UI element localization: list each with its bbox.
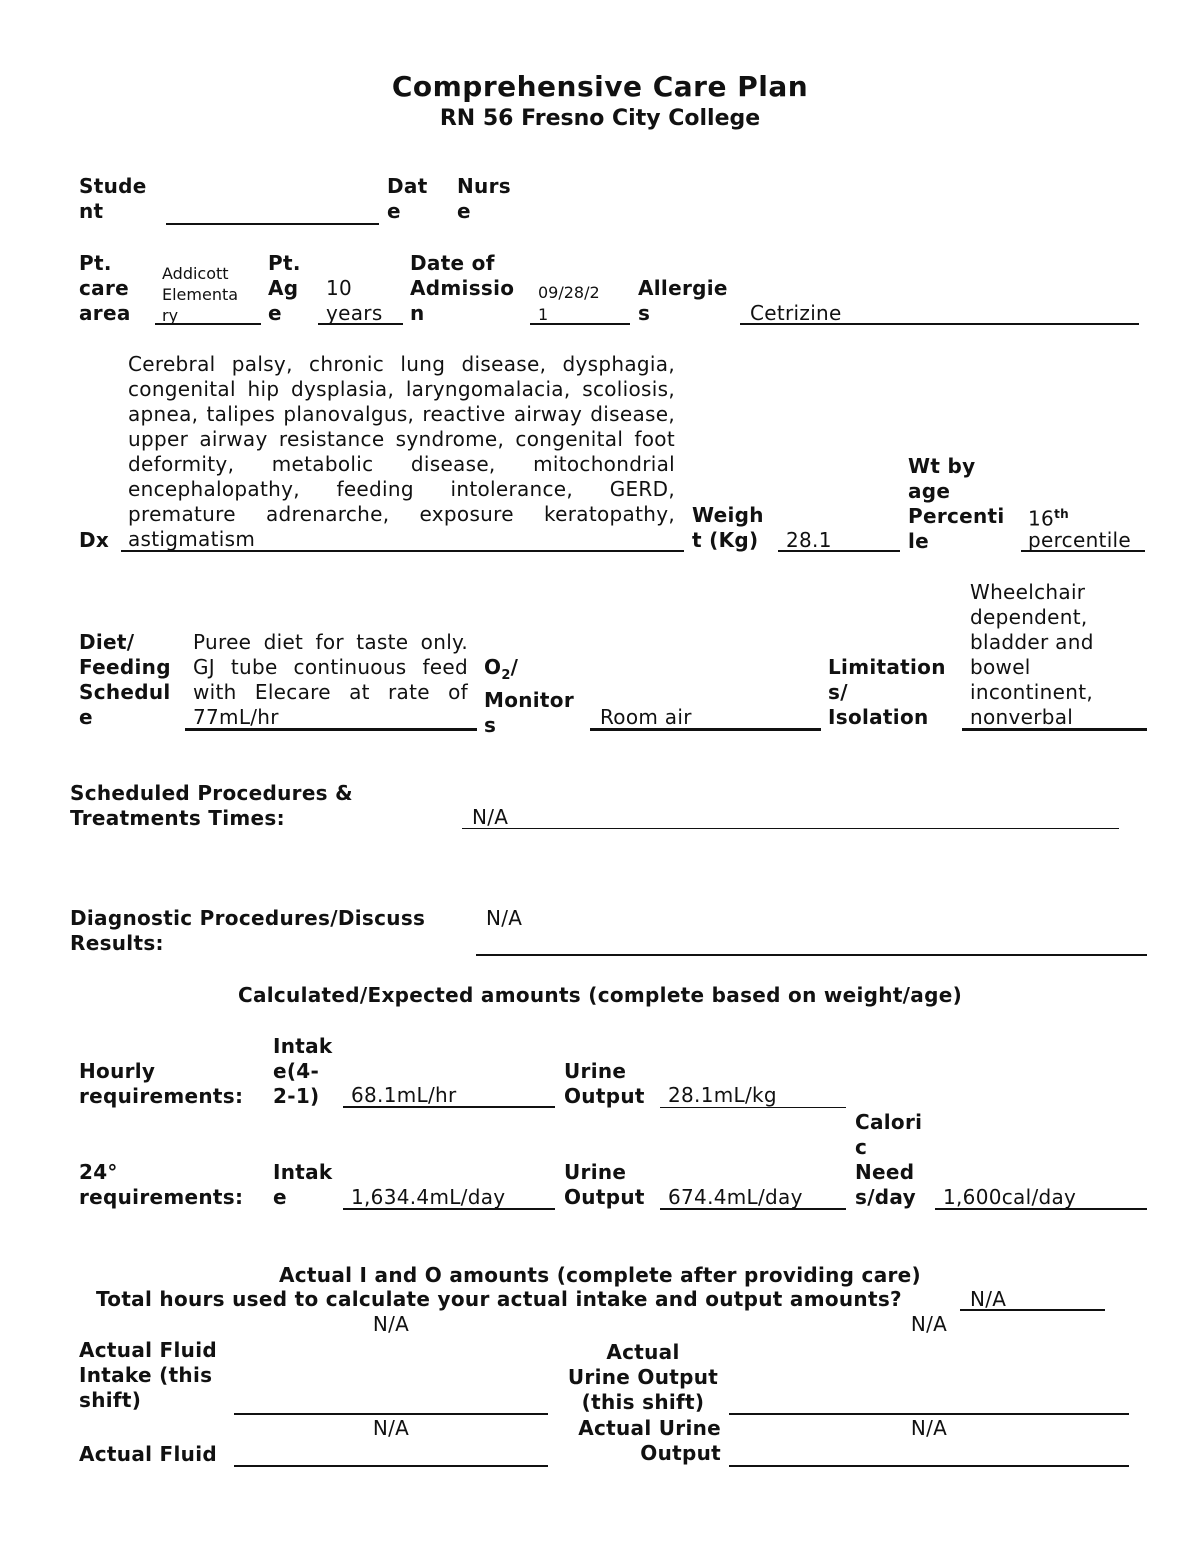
- allergies-label: Allergie s: [638, 276, 728, 325]
- page-subtitle: RN 56 Fresno City College: [439, 106, 761, 131]
- actual-fluid-label: Actual Fluid: [79, 1442, 217, 1466]
- page-title: Comprehensive Care Plan: [391, 70, 809, 103]
- allergies-field[interactable]: Cetrizine: [740, 301, 1139, 325]
- actual-fluid-intake-label: Actual Fluid Intake (this shift): [79, 1338, 217, 1412]
- diet-label: Diet/ Feeding Schedul e: [79, 630, 171, 729]
- age-field[interactable]: 10 years: [318, 276, 403, 325]
- student-label: Stude nt: [79, 174, 147, 223]
- actual-urine-output-label: Actual Urine Output (this shift): [567, 1340, 719, 1414]
- limitations-label: Limitation s/ Isolation: [828, 655, 946, 729]
- actual-urine-field[interactable]: N/A: [729, 1416, 1129, 1467]
- daily-requirements-label: 24° requirements:: [79, 1160, 244, 1209]
- caloric-needs-label: Calori c Need s/day: [855, 1110, 923, 1209]
- actual-urine-output-field[interactable]: N/A: [729, 1312, 1129, 1415]
- o2-monitors-label: $O_2/$ Monitor s: [484, 655, 575, 737]
- actual-urine-label: Actual Urine Output: [578, 1416, 721, 1465]
- wt-percentile-label: Wt by age Percenti le: [908, 454, 1005, 553]
- date-label: Dat e: [387, 174, 428, 223]
- nurse-label: Nurs e: [457, 174, 511, 223]
- diagnostic-procedures-field[interactable]: N/A: [476, 906, 1147, 956]
- hourly-intake-label: Intak e(4- 2-1): [273, 1034, 333, 1108]
- daily-urine-label: Urine Output: [564, 1160, 645, 1209]
- weight-label: Weigh t (Kg): [692, 503, 764, 552]
- scheduled-procedures-field[interactable]: N/A: [462, 805, 1119, 829]
- percentile-number: 16th: [1028, 506, 1069, 531]
- care-area-field[interactable]: Addicott Elementa ry: [155, 263, 261, 325]
- actual-fluid-field[interactable]: N/A: [234, 1416, 548, 1467]
- dx-label: Dx: [79, 528, 110, 552]
- actual-heading: Actual I and O amounts (complete after providing care): [279, 1263, 921, 1287]
- calculated-heading: Calculated/Expected amounts (complete based on weight/age): [237, 983, 963, 1007]
- hourly-requirements-label: Hourly requirements:: [79, 1059, 244, 1108]
- hourly-urine-field[interactable]: 28.1mL/kg: [660, 1083, 846, 1108]
- diet-field[interactable]: Puree diet for taste only. GJ tube continuous feed with Elecare at rate of 77mL/hr: [185, 630, 477, 731]
- hourly-urine-label: Urine Output: [564, 1059, 645, 1108]
- daily-urine-field[interactable]: 674.4mL/day: [660, 1185, 846, 1210]
- scheduled-procedures-label: Scheduled Procedures & Treatments Times:: [70, 781, 353, 830]
- caloric-needs-field[interactable]: 1,600cal/day: [935, 1185, 1147, 1210]
- dx-field[interactable]: Cerebral palsy, chronic lung disease, dysphagia, congenital hip dysplasia, laryngomalacia, scoliosis, apnea, talipes planovalgus, reactive airway disease, upper airway resistance syndrome, congenital foot deformity, metabolic disease, mitochondrial encephalopathy, feeding intolerance, GERD, premature adrenarche, exposure keratopathy, astigmatism: [121, 352, 684, 552]
- weight-field[interactable]: 28.1: [778, 528, 900, 552]
- admission-date-label: Date of Admissio n: [410, 251, 515, 325]
- percentile-field[interactable]: percentile: [1021, 528, 1145, 552]
- care-area-label: Pt. care area: [79, 251, 131, 325]
- total-hours-field[interactable]: N/A: [960, 1287, 1105, 1311]
- age-label: Pt. Ag e: [268, 251, 301, 325]
- student-field[interactable]: [166, 198, 379, 225]
- daily-intake-label: Intak e: [273, 1160, 333, 1209]
- o2-field[interactable]: Room air: [590, 705, 821, 731]
- daily-intake-field[interactable]: 1,634.4mL/day: [343, 1185, 555, 1210]
- limitations-field[interactable]: Wheelchair dependent, bladder and bowel incontinent, nonverbal: [962, 580, 1147, 731]
- total-hours-question: Total hours used to calculate your actual intake and output amounts?: [96, 1287, 902, 1311]
- diagnostic-procedures-label: Diagnostic Procedures/Discuss Results:: [70, 906, 426, 955]
- actual-fluid-intake-field[interactable]: N/A: [234, 1312, 548, 1415]
- hourly-intake-field[interactable]: 68.1mL/hr: [343, 1083, 555, 1108]
- admission-date-field[interactable]: 09/28/2 1: [530, 280, 630, 325]
